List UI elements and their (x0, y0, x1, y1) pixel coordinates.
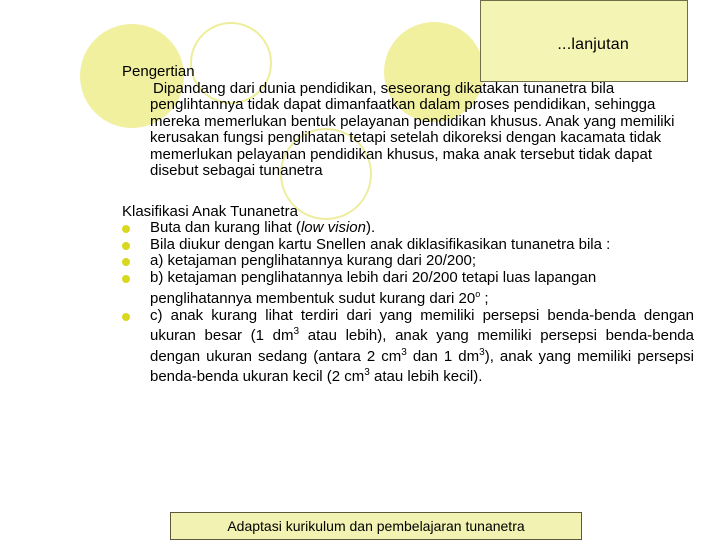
item1-italic: low vision (300, 219, 366, 236)
pengertian-text: Dipandang dari dunia pendidikan, seseorang dikatakan tunanetra bila penglihtannya tidak dapat dimanfaatkan dalam proses pendidikan, sehingga mereka memerlukan bentuk pelayanan pendidikan khusus. Anak yang memiliki kerusakan fungsi penglihatan tetapi setelah dikoreksi dengan kacamata tidak memerlukan pelayanan pendidikan khusus, maka anak tersebut tidak dapat disebut sebagai tunanetra (150, 79, 675, 179)
bullet-icon (122, 225, 130, 233)
list-item (122, 237, 694, 254)
item5-a: c) anak kurang lihat terdiri dari yang memiliki persepsi benda-benda dengan ukuran besar (1 dm (150, 306, 694, 344)
list-item (122, 253, 694, 270)
item4-text: b) ketajaman penglihatannya lebih dari 20/200 tetapi luas lapangan penglihatannya membentuk sudut kurang dari 20 (150, 268, 597, 307)
item1-text: Buta dan kurang lihat ( (150, 219, 301, 236)
slide-content (122, 64, 694, 386)
cube-sup: 3 (364, 367, 370, 378)
item5-e: atau lebih kecil). (369, 368, 483, 385)
degree-sup: o (475, 289, 481, 299)
item3-text: a) ketajaman penglihatannya kurang dari 20/200; (150, 252, 477, 269)
item1-end: ). (365, 219, 376, 236)
item5-d: ), anak yang memiliki persepsi benda-benda ukuran kecil (2 cm (150, 347, 694, 385)
list-item (122, 220, 694, 237)
item4-end: ; (480, 290, 489, 307)
list-item (122, 308, 694, 386)
item2-text: Bila diukur dengan kartu Snellen anak diklasifikasikan tunanetra bila : (150, 235, 611, 253)
footer-box (170, 512, 582, 540)
footer-text: Adaptasi kurikulum dan pembelajaran tunanetra (227, 518, 525, 534)
bullet-icon (122, 275, 130, 283)
pengertian-paragraph (150, 81, 694, 180)
bullet-icon (122, 313, 130, 321)
list-item (122, 270, 694, 308)
slide-title: ...lanjutan (557, 36, 629, 53)
pengertian-heading: Pengertian (122, 63, 195, 80)
section-spacer (122, 180, 694, 204)
cube-sup: 3 (401, 346, 407, 358)
cube-sup: 3 (479, 346, 485, 358)
item5-c: dan 1 dm (406, 347, 480, 365)
bullet-icon (122, 242, 130, 250)
item5-b: atau lebih), anak yang memiliki persepsi benda-benda dengan ukuran sedang (antara 2 cm (150, 327, 694, 365)
klasifikasi-heading: Klasifikasi Anak Tunanetra (122, 202, 298, 220)
klasifikasi-list (122, 220, 694, 386)
cube-sup: 3 (293, 326, 300, 337)
bullet-icon (122, 258, 130, 266)
